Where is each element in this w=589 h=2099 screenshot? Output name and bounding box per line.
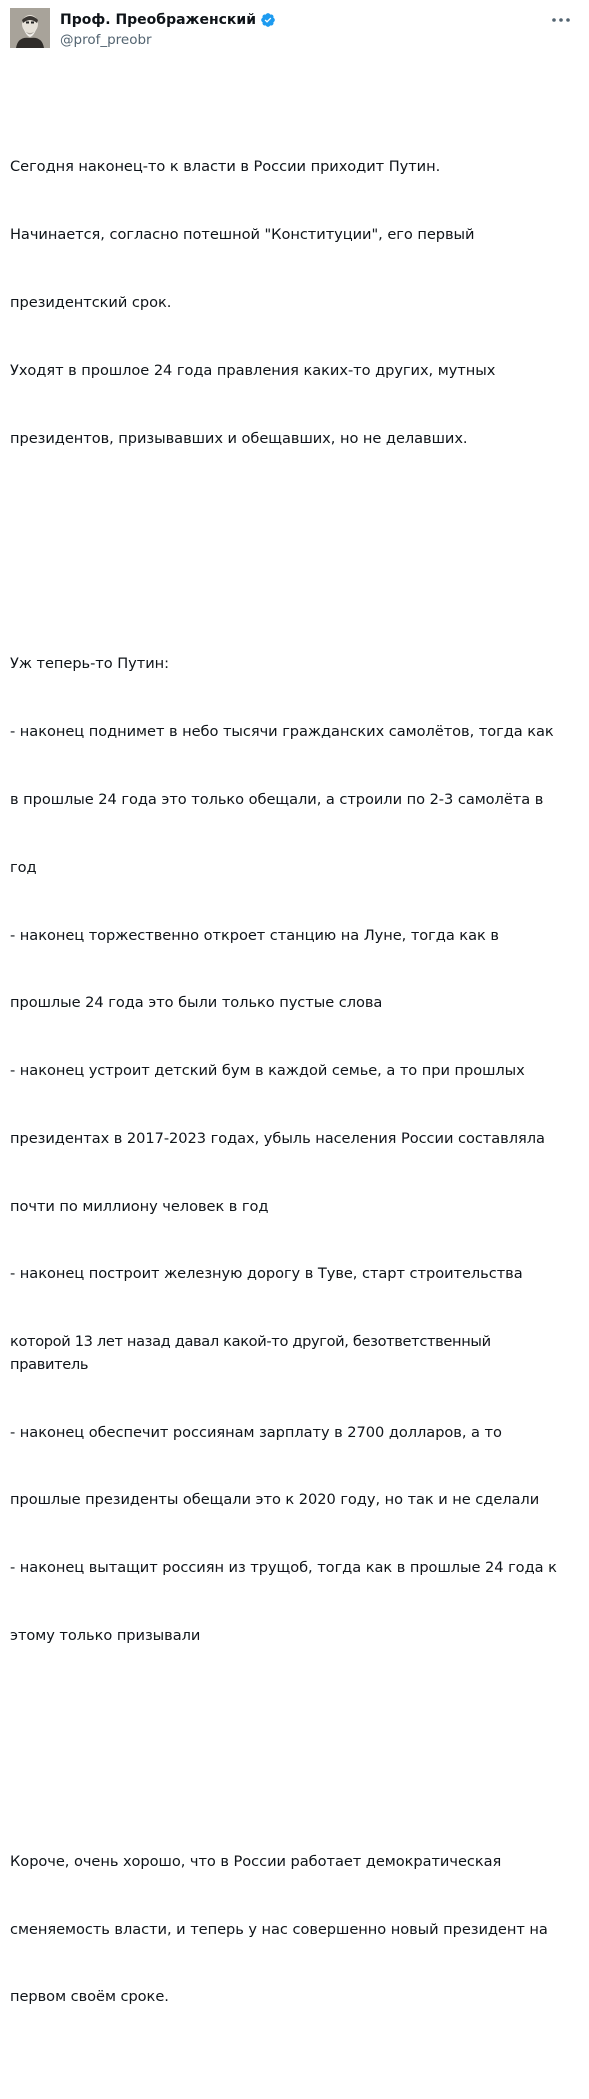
- text-line: - наконец вытащит россиян из трущоб, тогда как в прошлые 24 года к: [10, 1559, 557, 1577]
- text-line: в прошлые 24 года это только обещали, а строили по 2-3 самолёта в: [10, 791, 544, 808]
- tweet-paragraph-3: [10, 1806, 573, 2055]
- tweet-text: [10, 66, 573, 2099]
- text-line: президентах в 2017-2023 годах, убыль населения России составляла: [10, 1129, 545, 1147]
- text-line: Короче, очень хорошо, что в России работает демократическая: [10, 1852, 502, 1870]
- text-line: год: [10, 858, 37, 876]
- text-line: - наконец построит железную дорогу в Туве, старт строительства: [10, 1265, 523, 1283]
- text-line: сменяемость власти, и теперь у нас совершенно новый президент на: [10, 1920, 548, 1938]
- text-line: первом своём сроке.: [10, 1988, 169, 2006]
- text-line: этому только призывали: [10, 1626, 201, 1644]
- verified-badge-icon: [260, 12, 276, 28]
- author-display-name[interactable]: Проф. Преображенский: [60, 12, 257, 28]
- text-line: президентский срок.: [10, 293, 172, 311]
- text-line: которой 13 лет назад давал какой-то другой, безответственный правитель: [10, 1333, 496, 1373]
- paragraph-gap: [10, 1738, 573, 1761]
- author-handle[interactable]: @prof_preobr: [60, 32, 152, 48]
- tweet-paragraph-2: [10, 608, 573, 1693]
- more-dots-icon[interactable]: [549, 10, 573, 30]
- text-line: - наконец торжественно откроет станцию на Луне, тогда как в: [10, 926, 499, 944]
- text-line: - наконец поднимет в небо тысячи гражданских самолётов, тогда как: [10, 723, 554, 741]
- tweet-header: [10, 4, 573, 56]
- text-line: Начинается, согласно потешной "Конституции", его первый: [10, 226, 475, 244]
- author-names: [60, 10, 276, 48]
- text-line: почти по миллиону человек в год: [10, 1197, 269, 1215]
- text-line: президентов, призывавших и обещавших, но не делавших.: [10, 429, 468, 447]
- text-line: - наконец обеспечит россиянам зарплату в 2700 долларов, а то: [10, 1423, 502, 1441]
- text-line: Уж теперь-то Путин:: [10, 655, 169, 673]
- display-name-row: [60, 10, 276, 30]
- portrait-avatar: [10, 8, 50, 48]
- text-line: - наконец устроит детский бум в каждой семье, а то при прошлых: [10, 1062, 525, 1080]
- text-line: Уходят в прошлое 24 года правления каких-то других, мутных: [10, 361, 496, 379]
- text-line: Сегодня наконец-то к власти в России приходит Путин.: [10, 158, 441, 176]
- avatar[interactable]: [10, 8, 50, 48]
- tweet-paragraph-1: [10, 111, 573, 495]
- text-line: прошлые президенты обещали это к 2020 году, но так и не сделали: [10, 1491, 540, 1509]
- paragraph-gap: [10, 540, 573, 563]
- text-line: прошлые 24 года это были только пустые слова: [10, 994, 383, 1012]
